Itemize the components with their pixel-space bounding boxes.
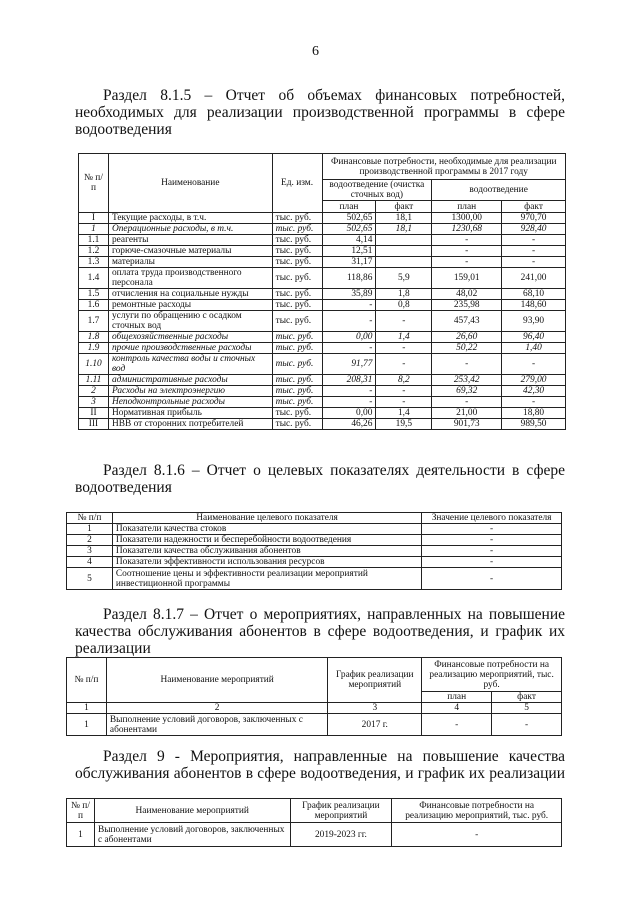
cell-fact-drainage: 68,10 bbox=[502, 289, 566, 300]
cell-fact-treatment: - bbox=[376, 354, 432, 375]
cell-num: 3 bbox=[67, 546, 113, 557]
cell-name: прочие производственные расходы bbox=[108, 343, 272, 354]
cell-plan-drainage: 457,43 bbox=[432, 311, 502, 332]
header-name: Наименование bbox=[108, 154, 272, 213]
cell-fact-drainage: 989,50 bbox=[502, 419, 566, 430]
table-row bbox=[79, 311, 566, 332]
cell-fact-treatment: - bbox=[376, 397, 432, 408]
cell-indicator-name: Показатели надежности и бесперебойности водоотведения bbox=[112, 535, 421, 546]
cell-fact-treatment: 1,8 bbox=[376, 289, 432, 300]
cell-plan-drainage: 235,98 bbox=[432, 300, 502, 311]
header-group-drainage: водоотведение bbox=[432, 180, 566, 201]
cell-fact-drainage: 1,40 bbox=[502, 343, 566, 354]
table-row bbox=[79, 300, 566, 311]
table-row bbox=[79, 386, 566, 397]
cell-fact-drainage: 279,00 bbox=[502, 375, 566, 386]
cell-plan-drainage: - bbox=[432, 246, 502, 257]
section-8-1-5-heading bbox=[75, 87, 565, 138]
header-schedule: График реализации мероприятий bbox=[290, 799, 392, 823]
cell-unit: тыс. руб. bbox=[272, 289, 322, 300]
cell-name: Неподконтрольные расходы bbox=[108, 397, 272, 408]
table-row bbox=[67, 524, 562, 535]
cell-unit: тыс. руб. bbox=[272, 213, 322, 224]
cell-plan-drainage: - bbox=[432, 354, 502, 375]
cell-indicator-value: - bbox=[422, 546, 562, 557]
cell-plan-treatment: - bbox=[322, 386, 376, 397]
cell-plan-treatment: 35,89 bbox=[322, 289, 376, 300]
cell-unit: тыс. руб. bbox=[272, 246, 322, 257]
cell-name: НВВ от сторонних потребителей bbox=[108, 419, 272, 430]
cell-num: 1.7 bbox=[79, 311, 109, 332]
header-fact: факт bbox=[376, 201, 432, 213]
cell-num: 1.1 bbox=[79, 235, 109, 246]
cell-plan-drainage: 26,60 bbox=[432, 332, 502, 343]
column-index: 3 bbox=[328, 703, 422, 714]
heading-line: Раздел 8.1.5 – Отчет об объемах финансовых потребностей, bbox=[103, 87, 565, 104]
header-indicator-name: Наименование целевого показателя bbox=[112, 513, 421, 524]
measures-report-table bbox=[66, 657, 562, 736]
cell-plan-drainage: 253,42 bbox=[432, 375, 502, 386]
cell-num: 1.9 bbox=[79, 343, 109, 354]
header-fact: факт bbox=[492, 692, 562, 703]
cell-fact-treatment: - bbox=[376, 343, 432, 354]
cell-num: III bbox=[79, 419, 109, 430]
table-row bbox=[79, 408, 566, 419]
cell-plan-treatment: 502,65 bbox=[322, 213, 376, 224]
cell-plan-treatment: - bbox=[322, 300, 376, 311]
cell-fact-treatment bbox=[376, 257, 432, 268]
cell-num: 1 bbox=[67, 524, 113, 535]
heading-line: водоотведения bbox=[75, 479, 172, 496]
cell-plan-treatment: 12,51 bbox=[322, 246, 376, 257]
cell-indicator-value: - bbox=[422, 535, 562, 546]
cell-plan-treatment: 46,26 bbox=[322, 419, 376, 430]
cell-fact-treatment: 0,8 bbox=[376, 300, 432, 311]
cell-fact-drainage: 93,90 bbox=[502, 311, 566, 332]
cell-plan-drainage: - bbox=[432, 235, 502, 246]
heading-line: реализации bbox=[75, 640, 151, 657]
table-row bbox=[67, 568, 562, 590]
cell-unit: тыс. руб. bbox=[272, 268, 322, 289]
header-fact: факт bbox=[502, 201, 566, 213]
cell-name: Расходы на электроэнергию bbox=[108, 386, 272, 397]
cell-name: Нормативная прибыль bbox=[108, 408, 272, 419]
cell-plan-treatment: - bbox=[322, 311, 376, 332]
table-row bbox=[79, 224, 566, 235]
section-8-1-6-heading bbox=[75, 462, 565, 496]
cell-plan-treatment: 4,14 bbox=[322, 235, 376, 246]
header-financial-needs: Финансовые потребности, необходимые для реализации производственной программы в 2017 году bbox=[322, 154, 566, 180]
cell-plan-treatment: - bbox=[322, 343, 376, 354]
heading-line: Раздел 9 - Мероприятия, направленные на повышение качества bbox=[103, 748, 565, 765]
cell-num: 1.3 bbox=[79, 257, 109, 268]
cell-num: 1.10 bbox=[79, 354, 109, 375]
cell-name: реагенты bbox=[108, 235, 272, 246]
cell-indicator-value: - bbox=[422, 568, 562, 590]
cell-fact-drainage: - bbox=[502, 246, 566, 257]
header-schedule: График реализации мероприятий bbox=[328, 658, 422, 703]
cell-num: 1 bbox=[67, 823, 95, 847]
heading-line: обслуживания абонентов в сфере водоотведения, и график их реализации bbox=[75, 765, 565, 782]
header-plan: план bbox=[322, 201, 376, 213]
cell-fact-drainage: 96,40 bbox=[502, 332, 566, 343]
cell-plan-treatment: - bbox=[322, 397, 376, 408]
column-index: 2 bbox=[106, 703, 327, 714]
cell-schedule: 2019-2023 гг. bbox=[290, 823, 392, 847]
target-indicators-table bbox=[66, 512, 562, 590]
cell-plan-drainage: 48,02 bbox=[432, 289, 502, 300]
financial-needs-table bbox=[78, 153, 566, 430]
cell-plan-treatment: 31,17 bbox=[322, 257, 376, 268]
cell-schedule: 2017 г. bbox=[328, 714, 422, 736]
cell-fact-drainage: - bbox=[502, 397, 566, 408]
cell-plan-drainage: 21,00 bbox=[432, 408, 502, 419]
cell-num: 1.6 bbox=[79, 300, 109, 311]
cell-num: 4 bbox=[67, 557, 113, 568]
cell-name: оплата труда производственного персонала bbox=[108, 268, 272, 289]
cell-plan-treatment: 0,00 bbox=[322, 332, 376, 343]
cell-fact-treatment: 1,4 bbox=[376, 408, 432, 419]
cell-num: I bbox=[79, 213, 109, 224]
cell-measure-name: Выполнение условий договоров, заключенных с абонентами bbox=[106, 714, 327, 736]
cell-plan-drainage: 1300,00 bbox=[432, 213, 502, 224]
header-indicator-value: Значение целевого показателя bbox=[422, 513, 562, 524]
cell-num: II bbox=[79, 408, 109, 419]
cell-fact-treatment bbox=[376, 235, 432, 246]
table-row bbox=[67, 714, 562, 736]
cell-name: ремонтные расходы bbox=[108, 300, 272, 311]
table-row bbox=[79, 235, 566, 246]
column-index: 1 bbox=[67, 703, 107, 714]
cell-name: общехозяйственные расходы bbox=[108, 332, 272, 343]
cell-plan-drainage: 50,22 bbox=[432, 343, 502, 354]
cell-num: 2 bbox=[67, 535, 113, 546]
table-row bbox=[67, 546, 562, 557]
cell-plan-treatment: 118,86 bbox=[322, 268, 376, 289]
cell-name: материалы bbox=[108, 257, 272, 268]
table-row bbox=[79, 354, 566, 375]
cell-fact-treatment: - bbox=[376, 311, 432, 332]
cell-fact-treatment: 5,9 bbox=[376, 268, 432, 289]
cell-num: 5 bbox=[67, 568, 113, 590]
cell-unit: тыс. руб. bbox=[272, 419, 322, 430]
cell-name: административные расходы bbox=[108, 375, 272, 386]
header-plan: план bbox=[432, 201, 502, 213]
cell-fact-treatment: 1,4 bbox=[376, 332, 432, 343]
cell-plan-treatment: 91,77 bbox=[322, 354, 376, 375]
table-row bbox=[79, 375, 566, 386]
cell-unit: тыс. руб. bbox=[272, 311, 322, 332]
cell-name: Операционные расходы, в т.ч. bbox=[108, 224, 272, 235]
column-index: 4 bbox=[422, 703, 492, 714]
table-row bbox=[79, 343, 566, 354]
header-num: № п/п bbox=[67, 513, 113, 524]
cell-unit: тыс. руб. bbox=[272, 300, 322, 311]
header-plan: план bbox=[422, 692, 492, 703]
cell-unit: тыс. руб. bbox=[272, 386, 322, 397]
cell-unit: тыс. руб. bbox=[272, 235, 322, 246]
cell-plan-drainage: 901,73 bbox=[432, 419, 502, 430]
header-group-treatment: водоотведение (очистка сточных вод) bbox=[322, 180, 432, 201]
table-row bbox=[79, 332, 566, 343]
cell-indicator-name: Соотношение цены и эффективности реализации мероприятий инвестиционной программы bbox=[112, 568, 421, 590]
table-row bbox=[67, 557, 562, 568]
heading-line: необходимых для реализации производственной программы в сфере bbox=[75, 104, 565, 121]
header-measure-name: Наименование мероприятий bbox=[106, 658, 327, 703]
table-row bbox=[79, 246, 566, 257]
cell-plan-treatment: 208,31 bbox=[322, 375, 376, 386]
cell-indicator-name: Показатели качества обслуживания абонентов bbox=[112, 546, 421, 557]
cell-fact-drainage: 241,00 bbox=[502, 268, 566, 289]
cell-plan-drainage: 69,32 bbox=[432, 386, 502, 397]
cell-num: 2 bbox=[79, 386, 109, 397]
cell-fact-treatment: 19,5 bbox=[376, 419, 432, 430]
header-measure-name: Наименование мероприятий bbox=[94, 799, 290, 823]
table-row bbox=[79, 257, 566, 268]
cell-plan: - bbox=[422, 714, 492, 736]
cell-unit: тыс. руб. bbox=[272, 257, 322, 268]
cell-fact-drainage: 970,70 bbox=[502, 213, 566, 224]
header-unit: Ед. изм. bbox=[272, 154, 322, 213]
cell-unit: тыс. руб. bbox=[272, 332, 322, 343]
table-row bbox=[79, 419, 566, 430]
header-num: № п/п bbox=[67, 658, 107, 703]
cell-num: 1.11 bbox=[79, 375, 109, 386]
cell-fact-treatment: 18,1 bbox=[376, 213, 432, 224]
table-row bbox=[79, 268, 566, 289]
cell-num: 1.5 bbox=[79, 289, 109, 300]
cell-num: 1 bbox=[79, 224, 109, 235]
cell-fact-drainage: - bbox=[502, 354, 566, 375]
index-row bbox=[67, 703, 562, 714]
cell-fact-drainage: 148,60 bbox=[502, 300, 566, 311]
header-financial-needs: Финансовые потребности на реализацию мероприятий, тыс. руб. bbox=[422, 658, 562, 692]
cell-financial-needs: - bbox=[392, 823, 562, 847]
measures-plan-table bbox=[66, 798, 562, 847]
cell-num: 1 bbox=[67, 714, 107, 736]
cell-name: отчисления на социальные нужды bbox=[108, 289, 272, 300]
heading-line: Раздел 8.1.6 – Отчет о целевых показателях деятельности в сфере bbox=[103, 462, 565, 479]
cell-fact-treatment: - bbox=[376, 386, 432, 397]
table-row bbox=[79, 289, 566, 300]
cell-num: 3 bbox=[79, 397, 109, 408]
heading-line: качества обслуживания абонентов в сфере водоотведения, и график их bbox=[75, 623, 565, 640]
column-index: 5 bbox=[492, 703, 562, 714]
cell-fact-drainage: - bbox=[502, 257, 566, 268]
cell-plan-drainage: - bbox=[432, 257, 502, 268]
cell-fact-treatment: 18,1 bbox=[376, 224, 432, 235]
cell-num: 1.2 bbox=[79, 246, 109, 257]
cell-name: горюче-смазочные материалы bbox=[108, 246, 272, 257]
cell-plan-drainage: 159,01 bbox=[432, 268, 502, 289]
cell-plan-treatment: 0,00 bbox=[322, 408, 376, 419]
cell-fact-drainage: - bbox=[502, 235, 566, 246]
cell-name: услуги по обращению с осадком сточных вод bbox=[108, 311, 272, 332]
cell-indicator-name: Показатели эффективности использования ресурсов bbox=[112, 557, 421, 568]
cell-fact-drainage: 42,30 bbox=[502, 386, 566, 397]
cell-indicator-name: Показатели качества стоков bbox=[112, 524, 421, 535]
header-num: № п/п bbox=[79, 154, 109, 213]
cell-name: контроль качества воды и сточных вод bbox=[108, 354, 272, 375]
cell-indicator-value: - bbox=[422, 524, 562, 535]
cell-unit: тыс. руб. bbox=[272, 408, 322, 419]
cell-fact-drainage: 18,80 bbox=[502, 408, 566, 419]
table-row bbox=[79, 397, 566, 408]
cell-unit: тыс. руб. bbox=[272, 397, 322, 408]
cell-unit: тыс. руб. bbox=[272, 343, 322, 354]
cell-fact-treatment bbox=[376, 246, 432, 257]
cell-plan-treatment: 502,65 bbox=[322, 224, 376, 235]
cell-fact-drainage: 928,40 bbox=[502, 224, 566, 235]
heading-line: Раздел 8.1.7 – Отчет о мероприятиях, направленных на повышение bbox=[103, 606, 565, 623]
header-financial-needs: Финансовые потребности на реализацию мероприятий, тыс. руб. bbox=[392, 799, 562, 823]
cell-fact: - bbox=[492, 714, 562, 736]
cell-fact-treatment: 8,2 bbox=[376, 375, 432, 386]
table-row bbox=[67, 535, 562, 546]
page-number: 6 bbox=[312, 44, 319, 59]
cell-plan-drainage: 1230,68 bbox=[432, 224, 502, 235]
cell-num: 1.8 bbox=[79, 332, 109, 343]
section-8-1-7-heading bbox=[75, 606, 565, 657]
heading-line: водоотведения bbox=[75, 121, 172, 138]
cell-unit: тыс. руб. bbox=[272, 375, 322, 386]
table-row bbox=[67, 823, 562, 847]
section-9-heading bbox=[75, 748, 565, 782]
cell-unit: тыс. руб. bbox=[272, 354, 322, 375]
header-num: № п/п bbox=[67, 799, 95, 823]
cell-measure-name: Выполнение условий договоров, заключенных с абонентами bbox=[94, 823, 290, 847]
cell-indicator-value: - bbox=[422, 557, 562, 568]
table-row bbox=[79, 213, 566, 224]
cell-num: 1.4 bbox=[79, 268, 109, 289]
cell-unit: тыс. руб. bbox=[272, 224, 322, 235]
cell-name: Текущие расходы, в т.ч. bbox=[108, 213, 272, 224]
cell-plan-drainage: - bbox=[432, 397, 502, 408]
